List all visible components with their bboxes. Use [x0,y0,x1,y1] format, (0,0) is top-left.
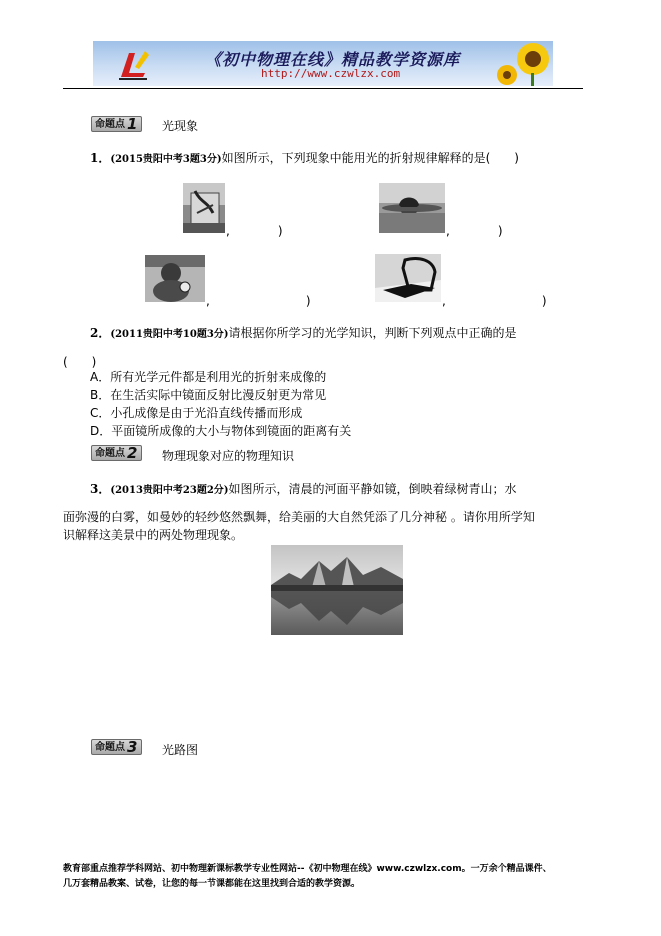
footer-line-2: 几万套精品教案、试卷，让您的每一节课都能在这里找到合适的教学资源。 [63,879,361,889]
photo-lake-reflection [271,545,403,635]
option-caption-1: , ) [226,224,283,238]
question-1: 1．(2015贵阳中考3题3分)如图所示，下列现象中能用光的折射规律解释的是( ) [90,151,519,165]
question-3-line-2: 面弥漫的白雾，如曼妙的轻纱悠然飘舞，给美丽的大自然凭添了几分神秘 。请你用所学知 [63,510,535,524]
answer-paren-2: ( ) [63,355,97,369]
option-caption-4: , ) [442,294,547,308]
header-rule [63,88,583,89]
photo-child-magnifier [145,255,205,302]
sunflower-icon [493,41,553,86]
photo-chair-shadow [375,254,441,302]
option-caption-3: , ) [206,294,311,308]
section-title-2: 物理现象对应的物理知识 [162,449,295,463]
question-2: 2．(2011贵阳中考10题3分)请根据你所学习的光学知识，判断下列观点中正确的是 [90,326,517,340]
banner-title: 《初中物理在线》精品教学资源库 [205,50,461,69]
section-title-1: 光现象 [162,119,199,133]
option-a: A．所有光学元件都是利用光的折射来成像的 [90,370,327,384]
photo-pencil-in-water [183,183,225,233]
banner-url[interactable]: http://www.czwlzx.com [261,67,401,80]
section-title-3: 光路图 [162,743,199,757]
section-badge-3: 命题点 3 [91,739,142,755]
option-b: B．在生活实际中镜面反射比漫反射更为常见 [90,388,327,402]
page-footer [63,862,603,892]
option-d: D．平面镜所成像的大小与物体到镜面的距离有关 [90,424,352,438]
photo-elephant-reflection [379,183,445,233]
section-badge-1: 命题点 1 [91,116,142,132]
section-badge-2: 命题点 2 [91,445,142,461]
header-banner [93,41,553,86]
footer-line-1: 教育部重点推荐学科网站、初中物理新课标教学专业性网站--《初中物理在线》www.czwlzx.com。一万余个精品课件、 [63,864,552,874]
logo-icon [117,47,151,81]
question-3-line-3: 识解释这美景中的两处物理现象。 [63,528,244,542]
question-3-line-1: 3．(2013贵阳中考23题2分)如图所示，清晨的河面平静如镜，倒映着绿树青山；水 [90,482,517,496]
option-c: C．小孔成像是由于光沿直线传播而形成 [90,406,303,420]
option-caption-2: , ) [446,224,503,238]
